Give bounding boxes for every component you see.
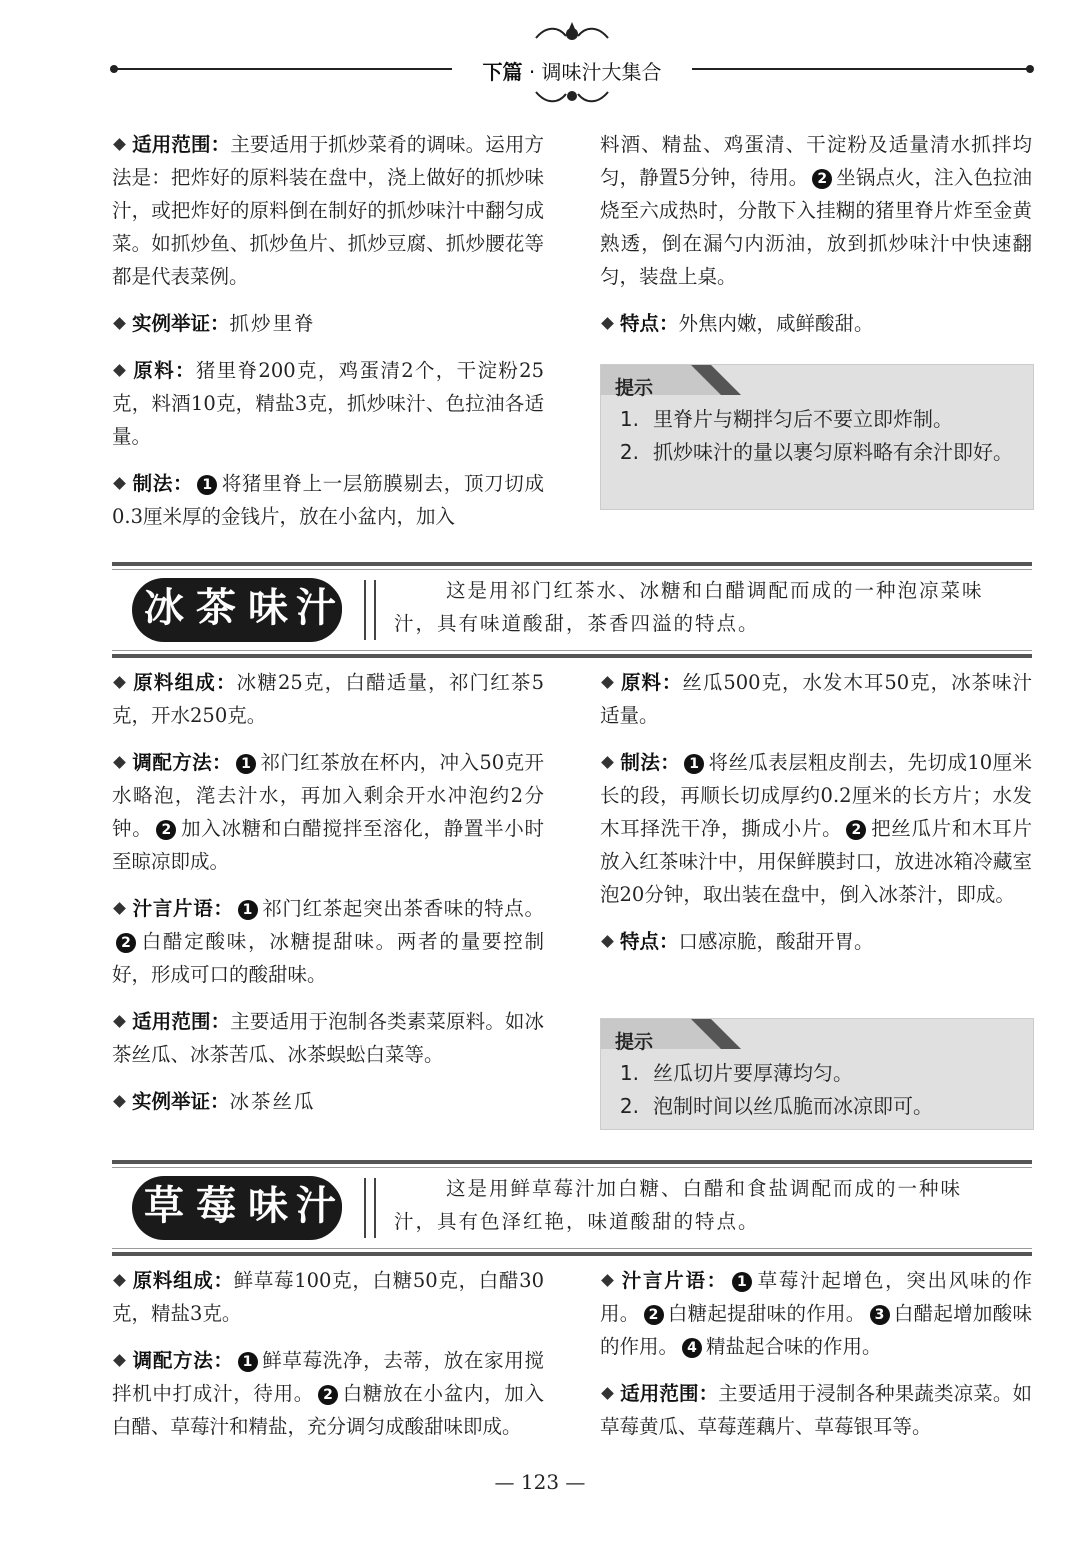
step-number-icon: 1 — [238, 900, 258, 920]
step-number-icon: 1 — [236, 754, 256, 774]
header-rule-right — [692, 68, 1032, 70]
badge-char: 汁 — [290, 1180, 342, 1232]
section-rule-top — [112, 562, 1032, 566]
tip-box — [600, 364, 1034, 510]
header-dot-right — [1026, 65, 1034, 73]
diamond-bullet-icon — [601, 1387, 614, 1400]
tip-item: 1. 里脊片与糊拌匀后不要立即炸制。 — [619, 407, 953, 431]
diamond-bullet-icon — [601, 676, 614, 689]
diamond-bullet-icon — [113, 676, 126, 689]
paragraph-scope: 适用范围：主要适用于浸制各种果蔬类凉菜。如草莓黄瓜、草莓莲藕片、草莓银耳等。 — [600, 1382, 1032, 1438]
badge-char: 味 — [242, 1180, 294, 1232]
diamond-bullet-icon — [601, 317, 614, 330]
sec1-right-column — [600, 666, 1032, 972]
paragraph-method: 制法： 1 将猪里脊上一层筋膜剔去，顶刀切成0.3厘米厚的金钱片，放在小盆内，加入 — [112, 472, 544, 528]
paragraph-preparation: 调配方法： 1 鲜草莓洗净，去蒂，放在家用搅拌机中打成汁，待用。 2 白糖放在小盆内，加入白醋、草莓汁和精盐，充分调匀成酸甜味即成。 — [112, 1349, 544, 1438]
badge-char: 汁 — [290, 582, 342, 634]
section-title-badge — [132, 1176, 342, 1240]
tip-item: 1. 丝瓜切片要厚薄均匀。 — [619, 1061, 853, 1085]
badge-char: 茶 — [190, 582, 242, 634]
paragraph-ingredients: 原料：丝瓜500克，水发木耳50克，冰茶味汁适量。 — [600, 671, 1032, 727]
step-number-icon: 1 — [684, 754, 704, 774]
diamond-bullet-icon — [601, 935, 614, 948]
paragraph-example: 实例举证：抓炒里脊 — [112, 307, 544, 340]
section-rule-thin — [112, 1167, 1032, 1168]
paragraph-ingredients: 原料：猪里脊200克，鸡蛋清2个，干淀粉25克，料酒10克，精盐3克，抓炒味汁、色拉油各适量。 — [112, 359, 544, 448]
header-title: 下篇 · 调味汁大集合 — [482, 60, 662, 84]
step-number-icon: 1 — [197, 475, 217, 495]
section-divider — [364, 1178, 376, 1238]
badge-char: 莓 — [190, 1180, 242, 1232]
diamond-bullet-icon — [113, 1274, 126, 1287]
diamond-bullet-icon — [113, 756, 126, 769]
paragraph-example: 实例举证：冰茶丝瓜 — [112, 1085, 544, 1118]
section-rule-thin — [112, 569, 1032, 570]
step-number-icon: 2 — [644, 1305, 664, 1325]
paragraph-method-cont: 料酒、精盐、鸡蛋清、干淀粉及适量清水抓拌均匀，静置5分钟，待用。 2 坐锅点火，注入色拉油烧至六成热时，分散下入挂糊的猪里脊片炸至金黄熟透，倒在漏勺内沥油，放到抓炒味汁中快速翻匀，装盘上桌。 — [600, 133, 1032, 288]
badge-char: 冰 — [138, 582, 190, 634]
paragraph-scope: 适用范围：主要适用于抓炒菜肴的调味。运用方法是：把炸好的原料装在盘中，浇上做好的抓炒味汁，或把炸好的原料倒在制好的抓炒味汁中翻匀成菜。如抓炒鱼、抓炒鱼片、抓炒豆腐、抓炒腰花等都是代表菜例。 — [112, 133, 544, 288]
diamond-bullet-icon — [113, 477, 126, 490]
section-description: 这是用鲜草莓汁加白糖、白醋和食盐调配而成的一种味 汁，具有色泽红艳，味道酸甜的特点。 — [394, 1177, 963, 1233]
paragraph-notes: 汁言片语： 1 祁门红茶起突出茶香味的特点。2 白醋定酸味，冰糖提甜味。两者的量要控制好，形成可口的酸甜味。 — [112, 897, 544, 986]
sec1-left-column — [112, 666, 544, 1132]
step-number-icon: 2 — [156, 820, 176, 840]
section-rule-top — [112, 1160, 1032, 1164]
step-number-icon: 2 — [116, 933, 136, 953]
top-left-column — [112, 128, 544, 547]
section-divider — [364, 580, 376, 640]
step-number-icon: 4 — [682, 1338, 702, 1358]
paragraph-feature: 特点：口感凉脆，酸甜开胃。 — [600, 925, 1032, 958]
section-title-badge — [132, 578, 342, 642]
section-rule-thin — [112, 1248, 1032, 1249]
step-number-icon: 3 — [870, 1305, 890, 1325]
section-description: 这是用祁门红茶水、冰糖和白醋调配而成的一种泡凉菜味 汁，具有味道酸甜，茶香四溢的特点。 — [394, 579, 984, 635]
diamond-bullet-icon — [113, 1015, 126, 1028]
step-number-icon: 2 — [846, 820, 866, 840]
diamond-bullet-icon — [113, 902, 126, 915]
top-right-column — [600, 128, 1032, 354]
badge-char: 味 — [242, 582, 294, 634]
section-header-strawberry — [112, 1160, 1032, 1256]
section-header-ice-tea — [112, 562, 1032, 658]
badge-char: 草 — [138, 1180, 190, 1232]
tip-list — [601, 403, 1021, 469]
section-rule-bottom — [112, 654, 1032, 658]
section-rule-bottom — [112, 1252, 1032, 1256]
step-number-icon: 2 — [812, 169, 832, 189]
page-number: — 123 — — [494, 1470, 586, 1494]
ornament-top-icon — [532, 20, 612, 46]
diamond-bullet-icon — [113, 364, 126, 377]
diamond-bullet-icon — [113, 317, 126, 330]
step-number-icon: 1 — [238, 1352, 258, 1372]
section-rule-thin — [112, 650, 1032, 651]
tip-title: 提示 — [615, 1031, 654, 1053]
step-number-icon: 2 — [318, 1385, 338, 1405]
paragraph-composition: 原料组成：冰糖25克，白醋适量，祁门红茶5克，开水250克。 — [112, 671, 544, 727]
tip-item: 2. 抓炒味汁的量以裹匀原料略有余汁即好。 — [619, 440, 1013, 464]
diamond-bullet-icon — [113, 138, 126, 151]
paragraph-scope: 适用范围：主要适用于泡制各类素菜原料。如冰茶丝瓜、冰茶苦瓜、冰茶蜈蚣白菜等。 — [112, 1010, 544, 1066]
diamond-bullet-icon — [601, 1274, 614, 1287]
sec2-right-column — [600, 1264, 1032, 1457]
paragraph-preparation: 调配方法： 1 祁门红茶放在杯内，冲入50克开水略泡，滗去汁水，再加入剩余开水冲泡约2分钟。 2 加入冰糖和白醋搅拌至溶化，静置半小时至晾凉即成。 — [112, 751, 544, 873]
page-header — [112, 20, 1032, 102]
tip-title: 提示 — [615, 377, 654, 399]
paragraph-method: 制法： 1 将丝瓜表层粗皮削去，先切成10厘米长的段，再顺长切成厚约0.2厘米的长方片；水发木耳择洗干净，撕成小片。 2 把丝瓜片和木耳片放入红茶味汁中，用保鲜膜封口，放进冰箱冷藏室泡20分钟，取出装在盘中，倒入冰茶汁，即成。 — [600, 751, 1032, 906]
paragraph-feature: 特点：外焦内嫩，咸鲜酸甜。 — [600, 307, 1032, 340]
paragraph-composition: 原料组成：鲜草莓100克，白糖50克，白醋30克，精盐3克。 — [112, 1269, 544, 1325]
diamond-bullet-icon — [601, 756, 614, 769]
ornament-bottom-icon — [532, 86, 612, 106]
diamond-bullet-icon — [113, 1354, 126, 1367]
tip-box — [600, 1018, 1034, 1130]
sec2-left-column — [112, 1264, 544, 1457]
tip-item: 2. 泡制时间以丝瓜脆而冰凉即可。 — [619, 1094, 933, 1118]
step-number-icon: 1 — [732, 1272, 752, 1292]
diamond-bullet-icon — [113, 1095, 126, 1108]
tip-list — [601, 1057, 1021, 1123]
paragraph-notes: 汁言片语： 1 草莓汁起增色，突出风味的作用。 2 白糖起提甜味的作用。 3 白醋起增加酸味的作用。 4 精盐起合味的作用。 — [600, 1269, 1032, 1358]
